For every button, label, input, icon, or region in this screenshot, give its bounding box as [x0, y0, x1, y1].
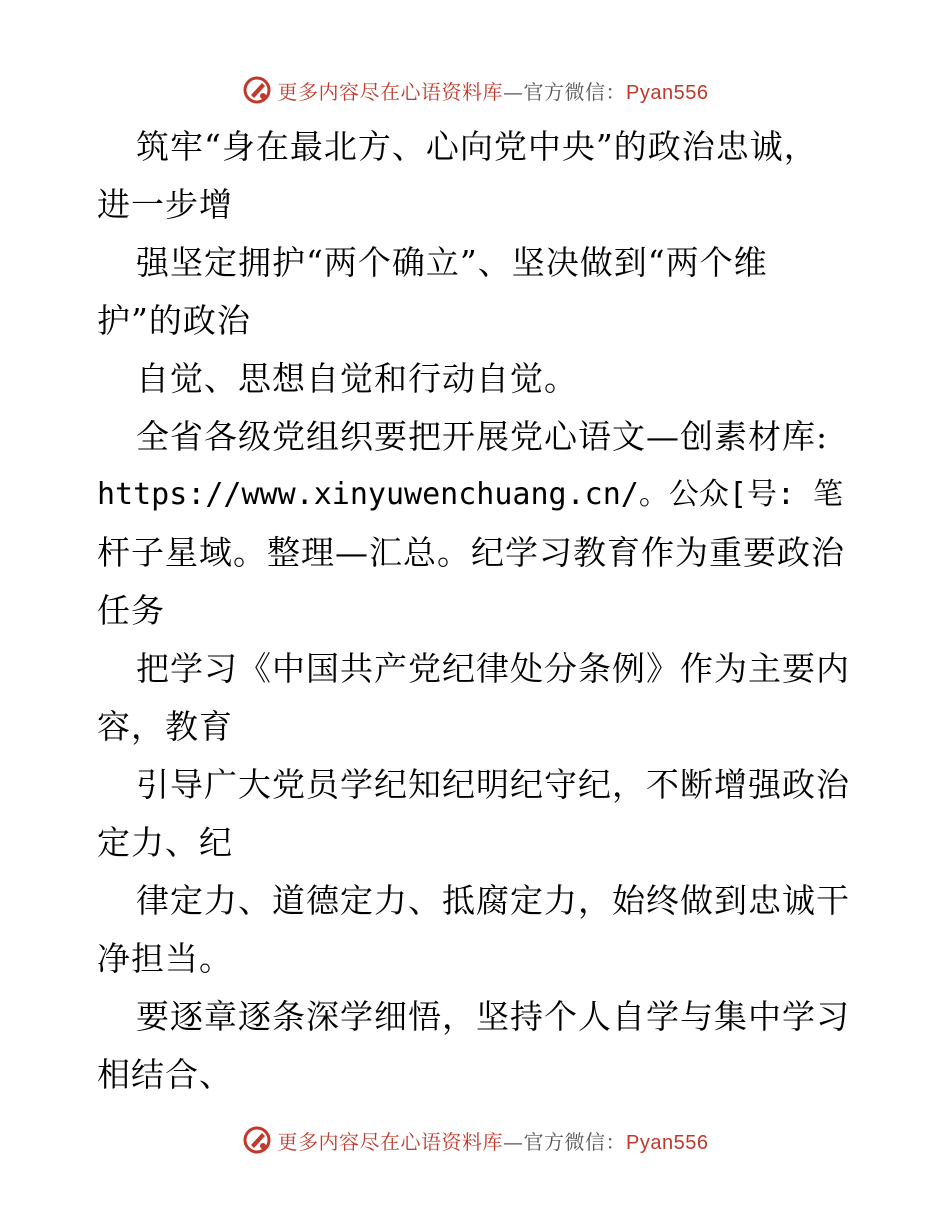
text-line: 把学习《中国共产党纪律处分条例》作为主要内 — [136, 649, 850, 688]
text-line: 任务 — [97, 591, 165, 630]
header-watermark-banner — [0, 70, 950, 110]
watermark-wechat-id: Pyan556 — [626, 81, 709, 104]
pen-logo-icon — [242, 1125, 272, 1155]
text-line: 要逐章逐条深学细悟，坚持个人自学与集中学习 — [136, 997, 850, 1036]
document-body — [97, 118, 867, 1104]
watermark-official: 官方微信： — [523, 79, 627, 104]
text-line: 定力、纪 — [97, 823, 233, 862]
watermark-separator: — — [503, 79, 524, 104]
watermark-label: 更多内容尽在心语资料库 — [277, 79, 504, 104]
text-line: 自觉、思想自觉和行动自觉。 — [136, 359, 578, 398]
watermark-label: 更多内容尽在心语资料库 — [277, 1129, 504, 1154]
text-line: 杆子星域。整理—汇总。纪学习教育作为重要政治 — [97, 533, 845, 572]
text-line: 净担当。 — [97, 939, 233, 978]
pen-logo-icon — [242, 75, 272, 105]
text-line: 护”的政治 — [97, 301, 251, 340]
watermark-official: 官方微信： — [523, 1129, 627, 1154]
text-line: 相结合、 — [97, 1055, 233, 1094]
watermark-text — [278, 76, 709, 105]
watermark-wechat-id: Pyan556 — [626, 1131, 709, 1154]
watermark-text — [278, 1126, 709, 1155]
text-line: 全省各级党组织要把开展党心语文—创素材库: — [136, 417, 829, 456]
text-line: 进一步增 — [97, 185, 233, 224]
text-line: 强坚定拥护“两个确立”、坚决做到“两个维 — [136, 243, 768, 282]
text-line-url: https://www.xinyuwenchuang.cn/。公众[号: 笔 — [97, 477, 844, 512]
text-line: 引导广大党员学纪知纪明纪守纪，不断增强政治 — [136, 765, 850, 804]
text-line: 筑牢“身在最北方、心向党中央”的政治忠诚， — [136, 127, 818, 166]
watermark-separator: — — [503, 1129, 524, 1154]
footer-watermark-banner — [0, 1120, 950, 1160]
text-line: 律定力、道德定力、抵腐定力，始终做到忠诚干 — [136, 881, 850, 920]
text-line: 容，教育 — [97, 707, 233, 746]
